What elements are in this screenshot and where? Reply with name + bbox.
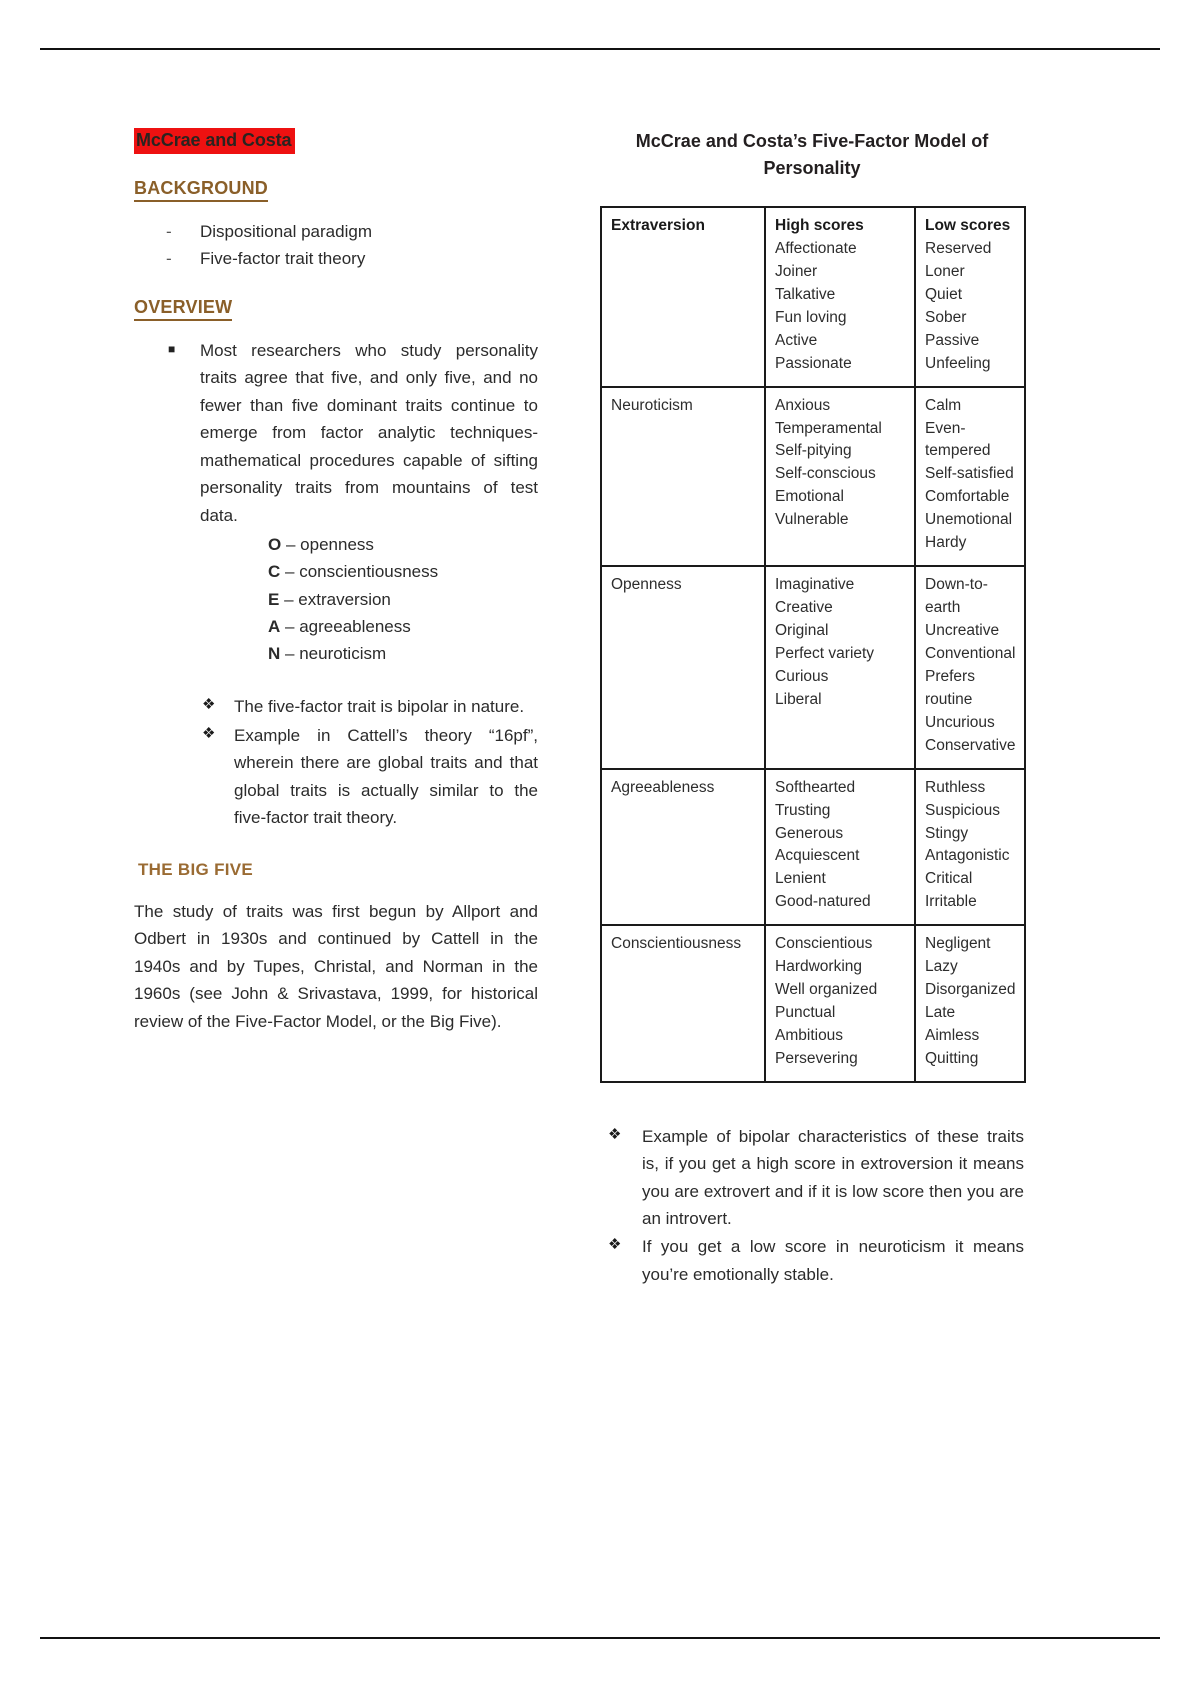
trait-term: Joiner [775, 262, 818, 280]
trait-term: Imaginative [775, 576, 855, 594]
overview-list [134, 337, 538, 530]
list-item [600, 1123, 1024, 1233]
list-item-label: Five-factor trait theory [200, 249, 366, 269]
trait-term: Vulnerable [775, 511, 849, 529]
list-item [600, 1233, 1024, 1288]
ocean-word: extraversion [298, 589, 391, 609]
ocean-dash: – [285, 562, 295, 582]
big-five-paragraph: The study of traits was first begun by Allport and Odbert in 1930s and continued by Cattell in the 1940s and by Tupes, Christal, and Norman in the 1960s (see John & Srivastava, 1999, for historical review of the Five-Factor Model, or the Big Five). [134, 901, 538, 1031]
trait-term: Conservative [925, 736, 1016, 754]
table-row [601, 769, 1025, 926]
square-bullet-icon: ■ [168, 341, 176, 356]
trait-term: Conscientious [775, 935, 873, 953]
trait-name: Conscientiousness [611, 935, 742, 953]
trait-term: Self-satisfied [925, 465, 1014, 483]
ocean-letter: E [268, 589, 280, 609]
trait-term: Negligent [925, 935, 991, 953]
high-scores-header: High scores [775, 217, 864, 234]
table-cell-low [915, 925, 1025, 1082]
list-item [268, 613, 538, 640]
table-row [601, 207, 1025, 387]
trait-term: Irritable [925, 893, 977, 911]
list-item-label: Most researchers who study personality traits agree that five, and only five, and no fewer than five dominant traits continue to emerge from factor analytic techniques-mathematical procedures capable of sifting personality traits from mountains of test data. [200, 340, 538, 525]
trait-term: Passionate [775, 354, 852, 372]
trait-term: Trusting [775, 801, 831, 819]
trait-term: Uncreative [925, 622, 1000, 639]
trait-term: Original [775, 622, 829, 639]
overview-heading: OVERVIEW [134, 297, 232, 321]
trait-term: Talkative [775, 285, 836, 303]
five-factor-table [600, 206, 1026, 1083]
ocean-dash: – [285, 616, 295, 636]
list-item-label: If you get a low score in neuroticism it means you’re emotionally stable. [642, 1237, 1024, 1284]
table-cell-low [915, 566, 1025, 769]
trait-term: Self-conscious [775, 465, 876, 483]
table-cell-high [765, 207, 915, 387]
trait-term: Self-pitying [775, 442, 852, 460]
dash-bullet-icon: - [166, 221, 172, 241]
trait-term: Active [775, 331, 818, 349]
ocean-letter: C [268, 562, 281, 582]
trait-term: Liberal [775, 690, 822, 708]
ocean-dash: – [285, 535, 296, 555]
trait-term: Aimless [925, 1027, 980, 1044]
left-column [134, 128, 538, 1053]
list-item-label: Dispositional paradigm [200, 221, 372, 241]
trait-term: Temperamental [775, 419, 882, 437]
ocean-dash: – [285, 644, 295, 664]
table-cell-trait [601, 387, 765, 567]
trait-name: Openness [611, 576, 682, 594]
trait-term: Sober [925, 308, 967, 326]
ocean-word: neuroticism [299, 644, 387, 664]
list-item-label: Example of bipolar characteristics of these traits is, if you get a high score in extroversion it means you are extrovert and if it is low score then you are an introvert. [642, 1126, 1024, 1229]
bipolar-examples-list [600, 1123, 1024, 1288]
list-item [134, 722, 538, 832]
ocean-word: conscientiousness [299, 562, 439, 582]
trait-name: Extraversion [611, 217, 705, 234]
ocean-dash: – [284, 589, 294, 609]
trait-term: Lenient [775, 870, 826, 888]
trait-term: Comfortable [925, 488, 1010, 506]
diamond-bullet-icon: ❖ [608, 1125, 622, 1143]
right-column [600, 128, 1024, 1288]
trait-term: Generous [775, 824, 844, 842]
table-cell-low [915, 769, 1025, 926]
trait-term: Conventional [925, 644, 1016, 662]
trait-term: Ruthless [925, 778, 986, 796]
trait-term: Quiet [925, 285, 963, 303]
document-title: McCrae and Costa [134, 128, 295, 154]
list-item [268, 640, 538, 667]
low-scores-header: Low scores [925, 217, 1011, 234]
trait-term: Good-natured [775, 893, 871, 911]
trait-term: Uncurious [925, 713, 995, 731]
trait-term: Emotional [775, 488, 844, 506]
trait-term: Ambitious [775, 1027, 844, 1044]
big-five-heading: THE BIG FIVE [138, 859, 254, 879]
trait-term: Suspicious [925, 801, 1000, 819]
ocean-letter: O [268, 535, 282, 555]
list-item [268, 531, 538, 558]
table-row [601, 566, 1025, 769]
page-top-rule [40, 48, 1160, 50]
list-item [134, 337, 538, 530]
list-item [268, 558, 538, 585]
trait-term: Antagonistic [925, 847, 1010, 865]
trait-term: Late [925, 1004, 956, 1022]
background-heading: BACKGROUND [134, 178, 268, 202]
list-item [134, 693, 538, 721]
trait-term: Fun loving [775, 308, 847, 326]
trait-term: Loner [925, 262, 965, 280]
trait-term: Perfect variety [775, 644, 875, 662]
dash-bullet-icon: - [166, 249, 172, 269]
trait-term: Quitting [925, 1049, 979, 1067]
table-cell-high [765, 387, 915, 567]
ocean-word: openness [300, 535, 374, 555]
table-title: McCrae and Costa’s Five-Factor Model of Personality [635, 131, 989, 178]
table-cell-trait [601, 207, 765, 387]
list-item [268, 586, 538, 613]
trait-term: Unemotional [925, 511, 1013, 529]
trait-term: Anxious [775, 396, 831, 414]
trait-term: Punctual [775, 1004, 836, 1022]
trait-term: Unfeeling [925, 354, 991, 372]
table-cell-trait [601, 566, 765, 769]
table-cell-trait [601, 925, 765, 1082]
table-cell-low [915, 207, 1025, 387]
trait-term: Persevering [775, 1049, 858, 1067]
diamond-bullet-icon: ❖ [202, 724, 216, 742]
trait-term: Hardy [925, 534, 967, 552]
trait-term: Lazy [925, 958, 958, 976]
page-bottom-rule [40, 1637, 1160, 1639]
table-cell-trait [601, 769, 765, 926]
trait-term: Reserved [925, 239, 992, 257]
ocean-letter: N [268, 644, 281, 664]
document-title-wrap [134, 128, 538, 154]
list-item [134, 218, 538, 246]
trait-term: Even-tempered [925, 419, 991, 460]
trait-term: Well organized [775, 981, 878, 999]
trait-term: Softhearted [775, 778, 856, 796]
trait-term: Prefers routine [925, 667, 975, 708]
table-row [601, 387, 1025, 567]
trait-term: Hardworking [775, 958, 863, 976]
list-item-label: The five-factor trait is bipolar in nature. [234, 697, 525, 717]
trait-term: Down-to-earth [925, 576, 988, 617]
ocean-word: agreeableness [299, 616, 411, 636]
trait-term: Acquiescent [775, 847, 860, 865]
trait-term: Stingy [925, 824, 969, 842]
diamond-bullet-icon: ❖ [608, 1236, 622, 1253]
ocean-letter: A [268, 616, 281, 636]
trait-term: Disorganized [925, 981, 1016, 999]
diamond-bullet-icon: ❖ [202, 696, 216, 714]
trait-term: Curious [775, 667, 829, 685]
table-cell-high [765, 769, 915, 926]
table-cell-high [765, 566, 915, 769]
trait-term: Critical [925, 870, 973, 888]
trait-term: Passive [925, 331, 980, 349]
background-list [134, 218, 538, 273]
trait-term: Creative [775, 599, 833, 617]
table-row [601, 925, 1025, 1082]
trait-term: Affectionate [775, 239, 857, 257]
bipolar-notes-list [134, 693, 538, 832]
list-item-label: Example in Cattell’s theory “16pf”, wherein there are global traits and that global traits is actually similar to the five-factor trait theory. [234, 725, 538, 828]
trait-name: Neuroticism [611, 396, 693, 414]
ocean-acronym-list [134, 531, 538, 667]
table-cell-high [765, 925, 915, 1082]
trait-name: Agreeableness [611, 778, 715, 796]
list-item [134, 245, 538, 273]
table-cell-low [915, 387, 1025, 567]
trait-term: Calm [925, 396, 962, 414]
